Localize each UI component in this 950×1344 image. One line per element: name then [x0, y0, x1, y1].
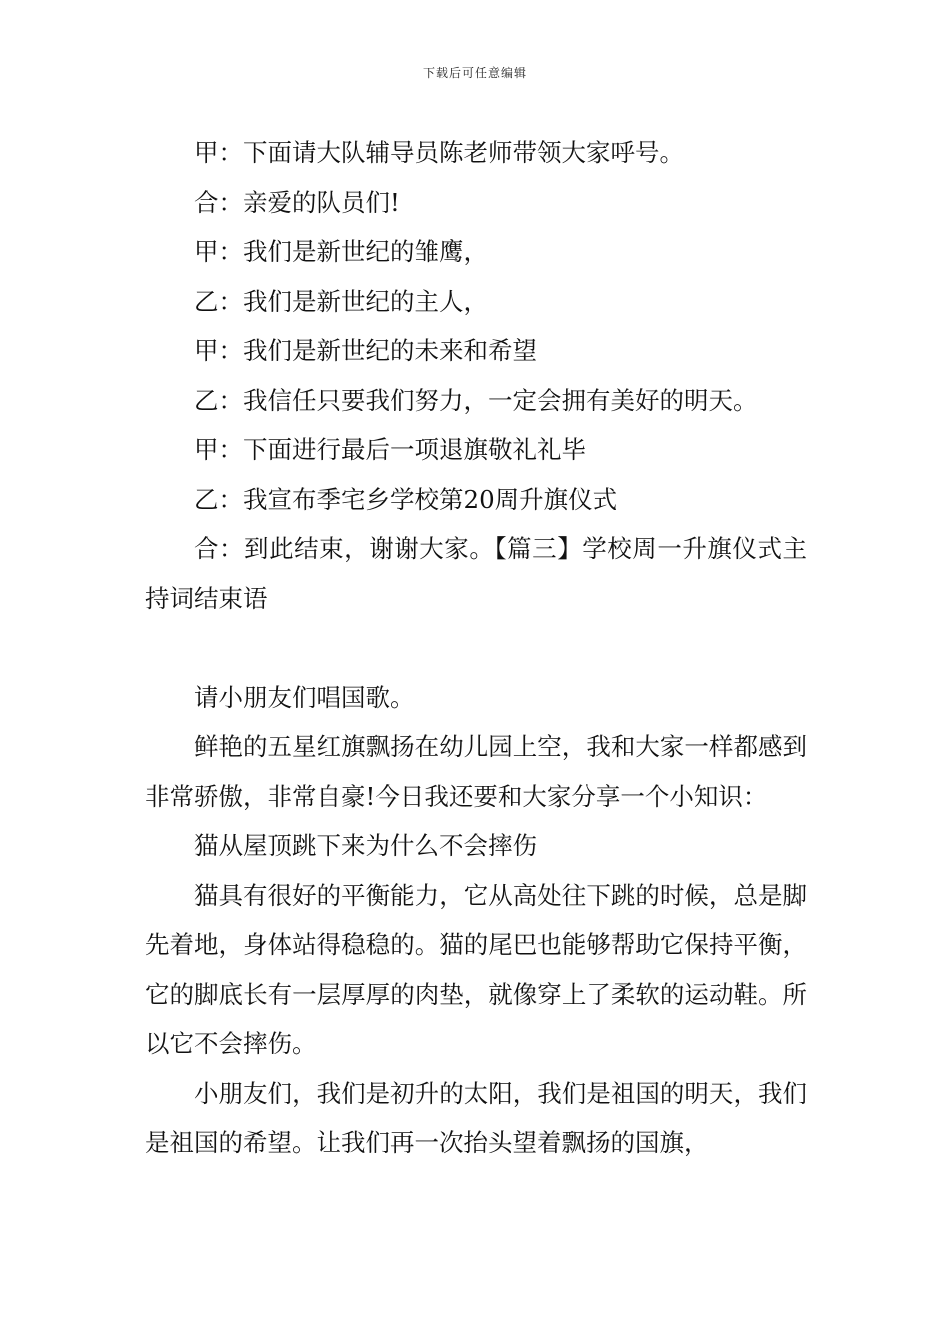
document-body	[145, 128, 807, 1168]
paragraph: 乙：我宣布季宅乡学校第20周升旗仪式	[194, 484, 618, 514]
paragraph: 猫从屋顶跳下来为什么不会摔伤	[194, 831, 537, 860]
paragraph: 猫具有很好的平衡能力，它从高处往下跳的时候，总是脚先着地，身体站得稳稳的。猫的尾巴也能够帮助它保持平衡，它的脚底长有一层厚厚的肉垫，就像穿上了柔软的运动鞋。所以它不会摔伤。	[145, 880, 807, 1058]
paragraph: 乙：我信任只要我们努力，一定会拥有美好的明天。	[194, 385, 758, 415]
blank-line	[145, 623, 807, 673]
paragraph: 乙：我们是新世纪的主人，	[194, 286, 488, 316]
paragraph: 合：亲爱的队员们!	[194, 187, 400, 217]
paragraph: 甲：下面请大队辅导员陈老师带领大家呼号。	[194, 138, 684, 167]
paragraph: 甲：我们是新世纪的雏鹰，	[194, 237, 488, 266]
paragraph: 小朋友们，我们是初升的太阳，我们是祖国的明天，我们是祖国的希望。让我们再一次抬头望着飘扬的国旗，	[145, 1078, 807, 1157]
paragraph: 甲：我们是新世纪的未来和希望	[194, 336, 537, 365]
paragraph: 合：到此结束，谢谢大家。【篇三】学校周一升旗仪式主持词结束语	[145, 534, 807, 613]
paragraph: 请小朋友们唱国歌。	[194, 682, 415, 712]
page-header: 下载后可任意编辑	[422, 66, 527, 80]
paragraph: 甲：下面进行最后一项退旗敬礼礼毕	[194, 435, 586, 464]
paragraph: 鲜艳的五星红旗飘扬在幼儿园上空，我和大家一样都感到非常骄傲，非常自豪!今日我还要和大家分享一个小知识：	[145, 732, 807, 811]
